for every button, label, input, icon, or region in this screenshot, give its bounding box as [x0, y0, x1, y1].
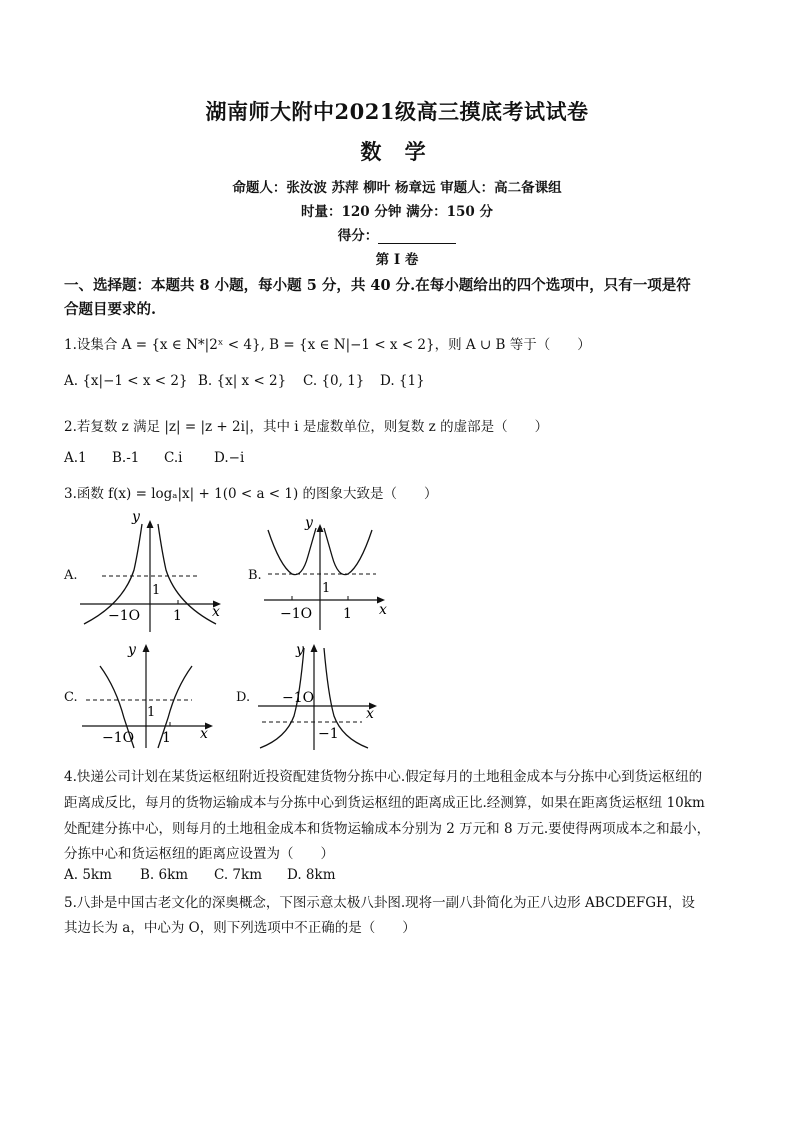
- section-heading-line1: 一、选择题：本题共 8 小题，每小题 5 分，共 40 分.在每小题给出的四个选项中，只有一项是符: [64, 277, 691, 294]
- label-1-x: 1: [343, 606, 352, 622]
- q2-stem: 2.若复数 z 满足 |z| = |z + 2i|，其中 i 是虚数单位，则复数 z 的虚部是（ ）: [64, 419, 549, 435]
- label-minus1-o: −1O: [280, 606, 313, 622]
- y-axis-arrow: [311, 644, 318, 652]
- q2-option-a: A.1: [64, 450, 87, 466]
- curve-right: [324, 528, 372, 575]
- q3-option-d-label: D.: [236, 690, 251, 705]
- y-label: y: [305, 515, 313, 531]
- q2-option-d: D.−i: [214, 450, 245, 466]
- curve-left: [268, 528, 316, 575]
- q3-option-a-label: A.: [64, 568, 78, 583]
- q1-option-b: B. {x| x < 2}: [198, 373, 287, 389]
- part-label: 第 I 卷: [375, 252, 419, 268]
- q3-graph-c: [80, 638, 220, 750]
- subject-title: 数 学: [360, 139, 434, 164]
- q3-stem: 3.函数 f(x) = logₐ|x| + 1(0 < a < 1) 的图象大致是（ ）: [64, 486, 438, 502]
- label-1-x: 1: [173, 608, 182, 624]
- y-label: y: [132, 512, 140, 525]
- q2-option-c: C.i: [164, 450, 183, 466]
- q5-line1: 5.八卦是中国古老文化的深奥概念，下图示意太极八卦图.现将一副八卦简化为正八边形 ABCDEFGH，设: [64, 895, 695, 911]
- label-minus1-o: −1O: [282, 690, 315, 706]
- score-blank: [378, 229, 456, 244]
- label-1-x: 1: [162, 730, 171, 746]
- q2-option-b: B.-1: [112, 450, 140, 466]
- exam-title: 湖南师大附中2021级高三摸底考试试卷: [205, 99, 589, 124]
- y-axis-arrow: [143, 644, 150, 652]
- q3-option-c-label: C.: [64, 690, 78, 705]
- authors-line: 命题人：张汝波 苏萍 柳叶 杨章远 审题人：高二备课组: [232, 180, 562, 196]
- time-score-line: 时量：120 分钟 满分：150 分: [301, 204, 493, 220]
- q4-option-b: B. 6km: [140, 867, 189, 883]
- q1-stem: 1.设集合 A = {x ∈ N*|2ˣ < 4}, B = {x ∈ N|−1 < x < 2}，则 A ∪ B 等于（ ）: [64, 337, 591, 353]
- q4-line4: 分拣中心和货运枢纽的距离应设置为（ ）: [64, 846, 334, 862]
- score-label: 得分：: [337, 228, 379, 244]
- q3-graph-a: [78, 512, 228, 634]
- q4-line3: 处配建分拣中心，则每月的土地租金成本和货物运输成本分别为 2 万元和 8 万元.要使得两项成本之和最小，: [64, 821, 711, 837]
- q4-option-a: A. 5km: [64, 867, 112, 883]
- x-label: x: [366, 706, 374, 722]
- q4-option-c: C. 7km: [214, 867, 263, 883]
- label-1-y: 1: [322, 581, 331, 596]
- q3-graph-b: [262, 512, 392, 634]
- y-axis-arrow: [147, 520, 154, 528]
- label-minus1-y: −1: [318, 726, 339, 742]
- q4-option-d: D. 8km: [287, 867, 336, 883]
- y-label: y: [296, 642, 304, 658]
- label-1-y: 1: [147, 705, 156, 720]
- q1-option-c: C. {0, 1}: [303, 373, 365, 389]
- label-minus1-o: −1O: [108, 608, 141, 624]
- y-axis-arrow: [317, 524, 324, 532]
- q3-option-b-label: B.: [248, 568, 262, 583]
- q4-line2: 距离成反比，每月的货物运输成本与分拣中心到货运枢纽的距离成正比.经测算，如果在距离货运枢纽 10km: [64, 795, 705, 811]
- label-1-y: 1: [152, 583, 161, 598]
- curve-right: [158, 524, 216, 624]
- label-minus1-o: −1O: [102, 730, 135, 746]
- q1-option-d: D. {1}: [380, 373, 425, 389]
- section-heading-line2: 合题目要求的.: [64, 301, 157, 318]
- q3-graph-d: [256, 638, 390, 752]
- y-label: y: [128, 642, 136, 658]
- x-label: x: [379, 602, 387, 618]
- q5-line2: 其边长为 a，中心为 O，则下列选项中不正确的是（ ）: [64, 920, 416, 936]
- q1-option-a: A. {x|−1 < x < 2}: [64, 373, 188, 389]
- x-label: x: [200, 726, 208, 742]
- q4-line1: 4.快递公司计划在某货运枢纽附近投资配建货物分拣中心.假定每月的土地租金成本与分拣中心到货运枢纽的: [64, 769, 703, 785]
- x-label: x: [212, 604, 220, 620]
- score-field: [0, 224, 794, 244]
